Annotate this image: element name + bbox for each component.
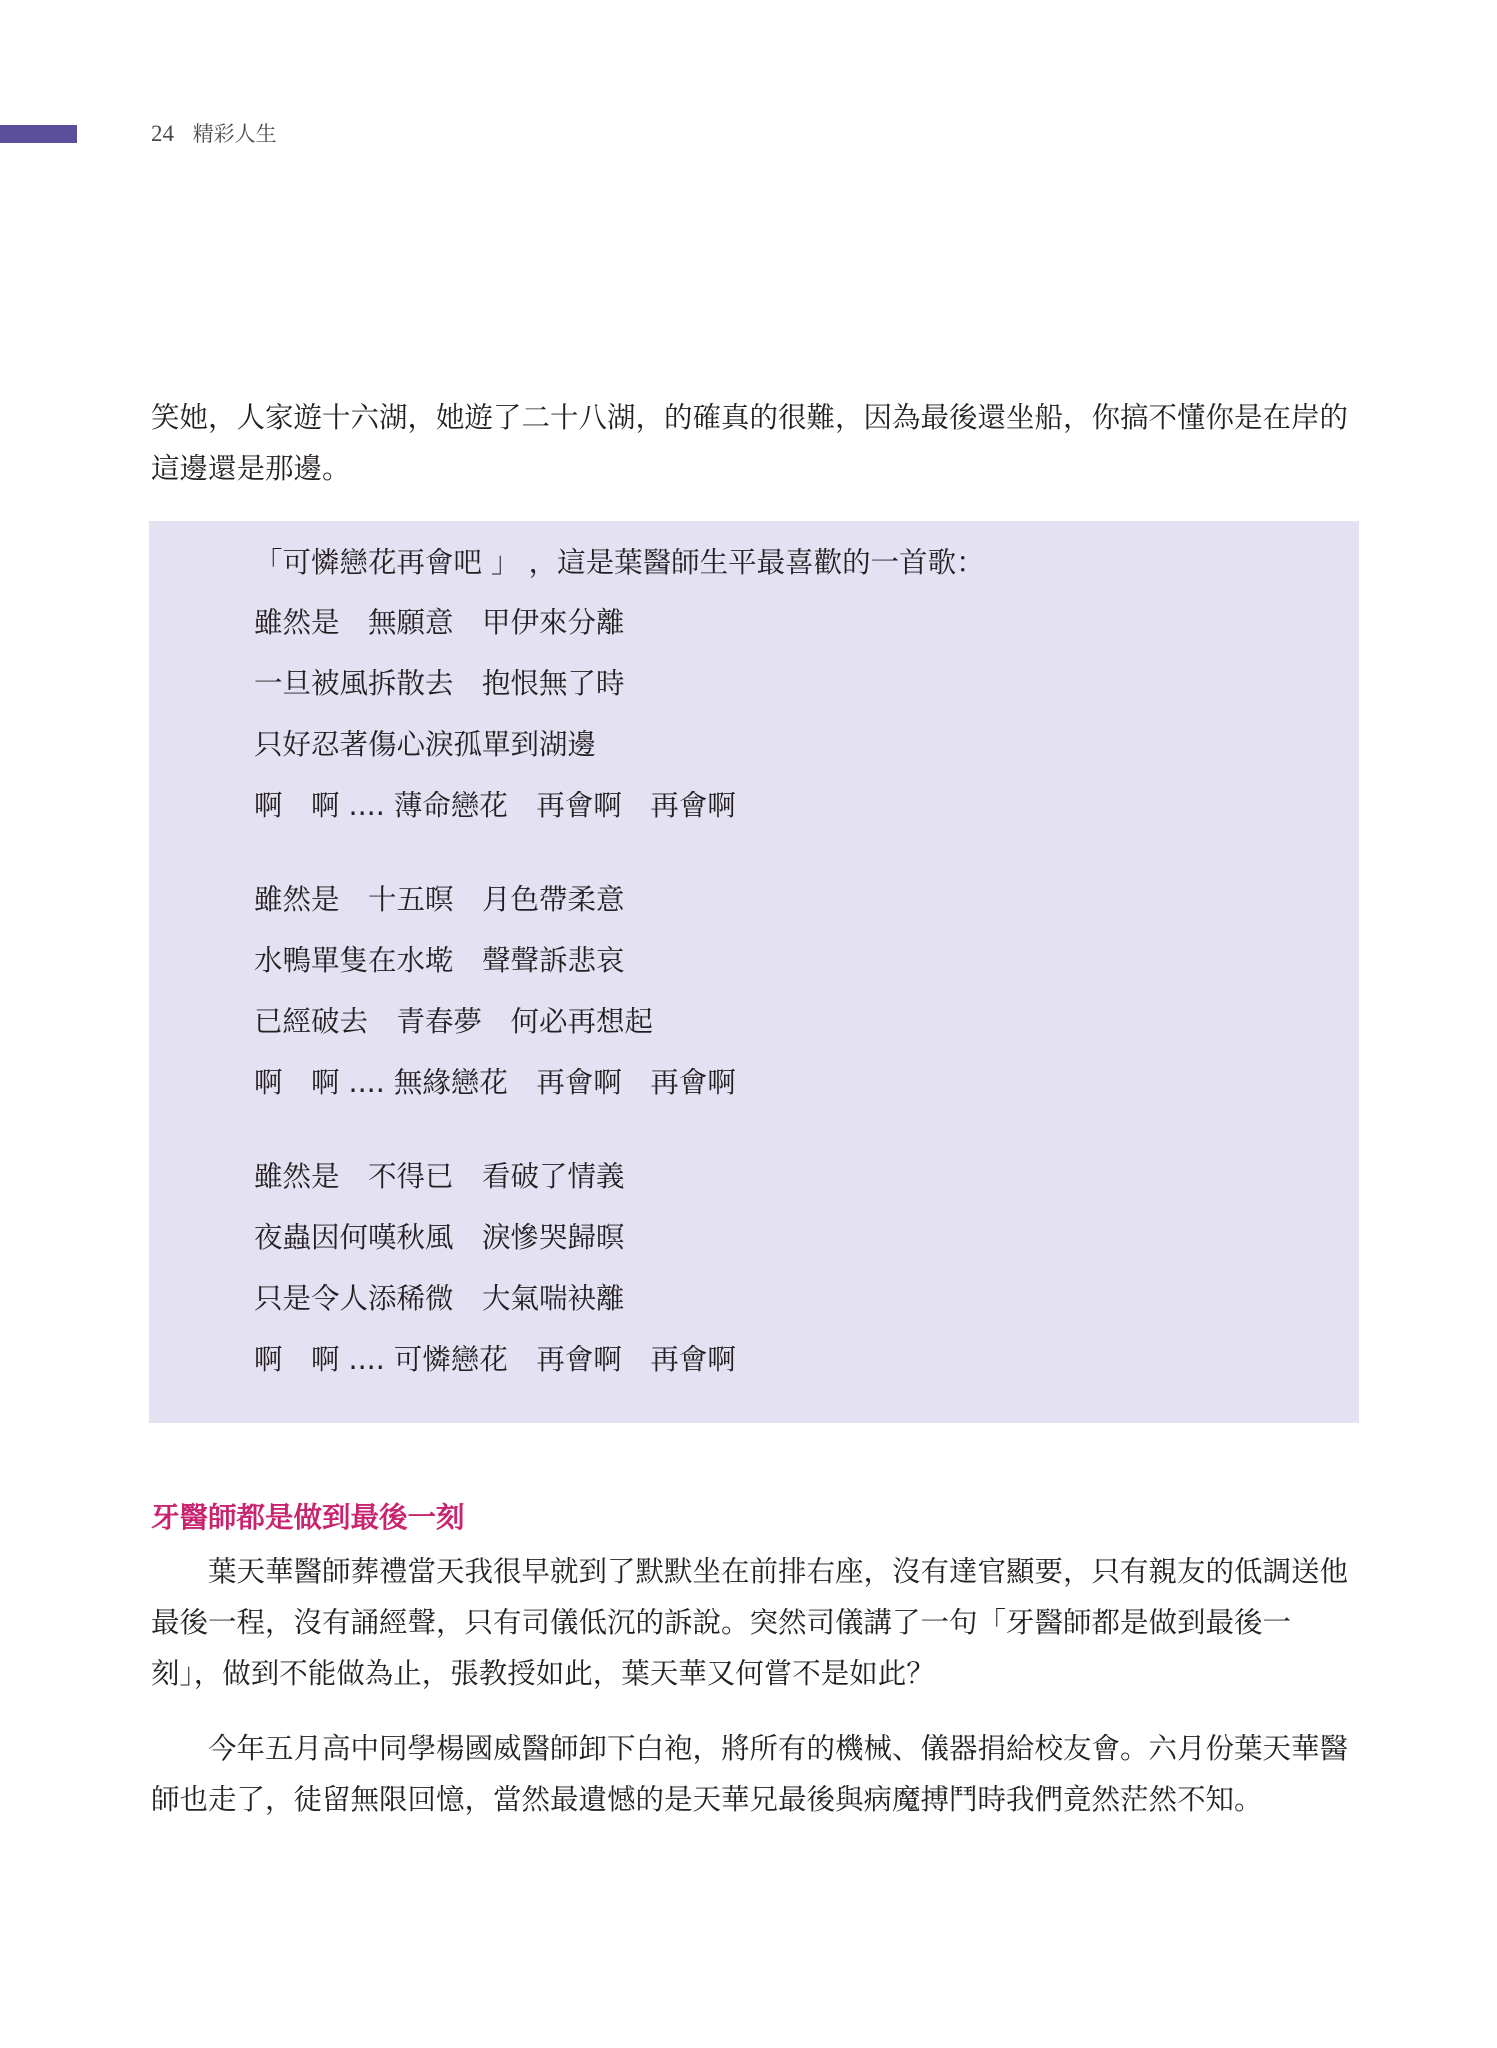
song-line: 啊 啊 .... 薄命戀花 再會啊 再會啊 — [254, 789, 736, 822]
running-header — [151, 118, 277, 148]
song-stanza-1 — [254, 603, 736, 847]
song-stanza-3 — [254, 1157, 736, 1401]
song-line: 啊 啊 .... 無緣戀花 再會啊 再會啊 — [254, 1066, 736, 1099]
book-title: 精彩人生 — [192, 122, 277, 146]
song-line: 雖然是 十五暝 月色帶柔意 — [254, 883, 625, 916]
song-line: 夜蟲因何嘆秋風 淚慘哭歸暝 — [254, 1221, 625, 1254]
song-intro: 「可憐戀花再會吧 」 ，這是葉醫師生平最喜歡的一首歌： — [254, 546, 985, 579]
body-paragraph-1: 葉天華醫師葬禮當天我很早就到了默默坐在前排右座，沒有達官顯要，只有親友的低調送他最後一程，沒有誦經聲，只有司儀低沉的訴說。突然司儀講了一句「牙醫師都是做到最後一刻」，做到不能做為止，張教授如此，葉天華又何嘗不是如此？ — [151, 1555, 1349, 1690]
song-line: 雖然是 無願意 甲伊來分離 — [254, 606, 625, 639]
song-lyrics-box — [149, 521, 1359, 1423]
section-heading: 牙醫師都是做到最後一刻 — [151, 1501, 465, 1534]
song-line: 啊 啊 .... 可憐戀花 再會啊 再會啊 — [254, 1343, 736, 1376]
song-line: 一旦被風拆散去 抱恨無了時 — [254, 667, 625, 700]
opening-paragraph: 笑她，人家遊十六湖，她遊了二十八湖，的確真的很難，因為最後還坐船，你搞不懂你是在岸的這邊還是那邊。 — [151, 401, 1349, 485]
song-line: 已經破去 青春夢 何必再想起 — [254, 1005, 654, 1038]
song-line: 雖然是 不得已 看破了情義 — [254, 1160, 625, 1193]
page-number: 24 — [151, 121, 174, 146]
song-stanza-2 — [254, 880, 736, 1124]
song-line: 只是令人添稀微 大氣喘袂離 — [254, 1282, 625, 1315]
song-line: 水鴨單隻在水墘 聲聲訴悲哀 — [254, 944, 625, 977]
song-line: 只好忍著傷心淚孤單到湖邊 — [254, 728, 597, 761]
body-paragraph-2: 今年五月高中同學楊國威醫師卸下白袍，將所有的機械、儀器捐給校友會。六月份葉天華醫師也走了，徒留無限回憶，當然最遺憾的是天華兄最後與病魔搏鬥時我們竟然茫然不知。 — [151, 1732, 1349, 1816]
header-accent-bar — [0, 125, 77, 143]
